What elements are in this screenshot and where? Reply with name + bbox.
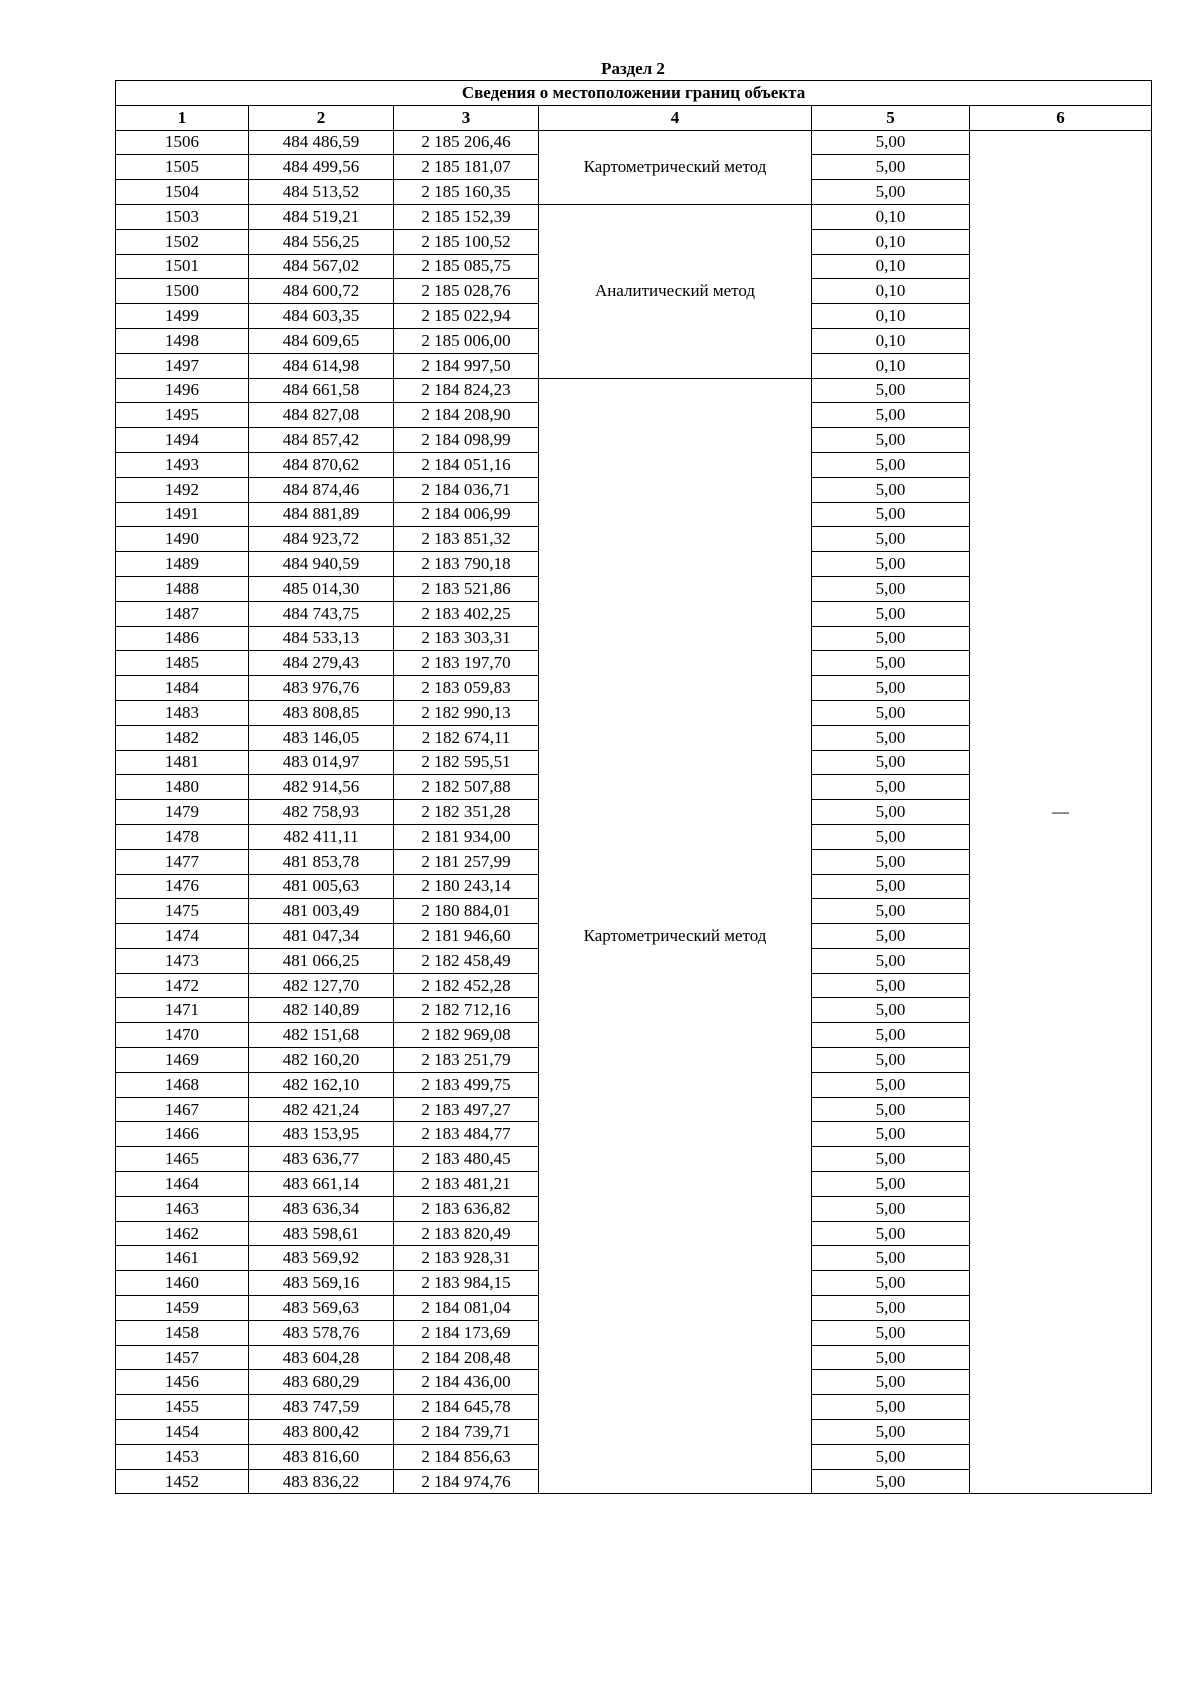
accuracy-cell: 5,00 — [812, 1172, 970, 1197]
x-coordinate-cell: 482 140,89 — [249, 998, 394, 1023]
x-coordinate-cell: 484 556,25 — [249, 229, 394, 254]
x-coordinate-cell: 482 758,93 — [249, 800, 394, 825]
accuracy-cell: 5,00 — [812, 874, 970, 899]
point-number-cell: 1470 — [116, 1023, 249, 1048]
x-coordinate-cell: 482 411,11 — [249, 824, 394, 849]
x-coordinate-cell: 484 533,13 — [249, 626, 394, 651]
point-number-cell: 1499 — [116, 304, 249, 329]
point-number-cell: 1497 — [116, 353, 249, 378]
accuracy-cell: 5,00 — [812, 1122, 970, 1147]
point-number-cell: 1484 — [116, 676, 249, 701]
table-title-row — [116, 81, 1152, 106]
x-coordinate-cell: 482 160,20 — [249, 1048, 394, 1073]
y-coordinate-cell: 2 182 674,11 — [394, 725, 539, 750]
y-coordinate-cell: 2 185 181,07 — [394, 155, 539, 180]
accuracy-cell: 5,00 — [812, 676, 970, 701]
point-number-cell: 1457 — [116, 1345, 249, 1370]
x-coordinate-cell: 481 853,78 — [249, 849, 394, 874]
point-number-cell: 1494 — [116, 428, 249, 453]
y-coordinate-cell: 2 182 452,28 — [394, 973, 539, 998]
x-coordinate-cell: 483 598,61 — [249, 1221, 394, 1246]
accuracy-cell: 5,00 — [812, 800, 970, 825]
y-coordinate-cell: 2 183 059,83 — [394, 676, 539, 701]
y-coordinate-cell: 2 185 085,75 — [394, 254, 539, 279]
x-coordinate-cell: 484 661,58 — [249, 378, 394, 403]
point-number-cell: 1475 — [116, 899, 249, 924]
accuracy-cell: 5,00 — [812, 1072, 970, 1097]
x-coordinate-cell: 481 005,63 — [249, 874, 394, 899]
point-number-cell: 1469 — [116, 1048, 249, 1073]
y-coordinate-cell: 2 183 402,25 — [394, 601, 539, 626]
x-coordinate-cell: 484 870,62 — [249, 452, 394, 477]
accuracy-cell: 5,00 — [812, 1395, 970, 1420]
x-coordinate-cell: 484 513,52 — [249, 180, 394, 205]
point-number-cell: 1487 — [116, 601, 249, 626]
y-coordinate-cell: 2 183 484,77 — [394, 1122, 539, 1147]
x-coordinate-cell: 484 499,56 — [249, 155, 394, 180]
point-number-cell: 1506 — [116, 130, 249, 155]
y-coordinate-cell: 2 184 436,00 — [394, 1370, 539, 1395]
accuracy-cell: 5,00 — [812, 1444, 970, 1469]
y-coordinate-cell: 2 183 636,82 — [394, 1196, 539, 1221]
point-number-cell: 1473 — [116, 948, 249, 973]
x-coordinate-cell: 483 661,14 — [249, 1172, 394, 1197]
point-number-cell: 1504 — [116, 180, 249, 205]
point-number-cell: 1505 — [116, 155, 249, 180]
point-number-cell: 1495 — [116, 403, 249, 428]
point-number-cell: 1490 — [116, 527, 249, 552]
table-body — [116, 130, 1152, 1494]
x-coordinate-cell: 484 881,89 — [249, 502, 394, 527]
y-coordinate-cell: 2 180 884,01 — [394, 899, 539, 924]
point-number-cell: 1501 — [116, 254, 249, 279]
y-coordinate-cell: 2 183 197,70 — [394, 651, 539, 676]
x-coordinate-cell: 484 486,59 — [249, 130, 394, 155]
x-coordinate-cell: 483 153,95 — [249, 1122, 394, 1147]
accuracy-cell: 5,00 — [812, 824, 970, 849]
accuracy-cell: 5,00 — [812, 1296, 970, 1321]
x-coordinate-cell: 483 578,76 — [249, 1320, 394, 1345]
x-coordinate-cell: 483 747,59 — [249, 1395, 394, 1420]
point-number-cell: 1476 — [116, 874, 249, 899]
x-coordinate-cell: 484 923,72 — [249, 527, 394, 552]
point-number-cell: 1472 — [116, 973, 249, 998]
x-coordinate-cell: 484 519,21 — [249, 204, 394, 229]
coordinates-table — [115, 80, 1152, 1494]
accuracy-cell: 5,00 — [812, 1420, 970, 1445]
accuracy-cell: 5,00 — [812, 552, 970, 577]
x-coordinate-cell: 483 636,34 — [249, 1196, 394, 1221]
point-number-cell: 1464 — [116, 1172, 249, 1197]
method-cell: Картометрический метод — [539, 378, 812, 1494]
x-coordinate-cell: 483 680,29 — [249, 1370, 394, 1395]
accuracy-cell: 5,00 — [812, 1370, 970, 1395]
x-coordinate-cell: 483 569,63 — [249, 1296, 394, 1321]
point-number-cell: 1455 — [116, 1395, 249, 1420]
point-number-cell: 1477 — [116, 849, 249, 874]
y-coordinate-cell: 2 182 458,49 — [394, 948, 539, 973]
accuracy-cell: 0,10 — [812, 304, 970, 329]
x-coordinate-cell: 483 800,42 — [249, 1420, 394, 1445]
point-number-cell: 1491 — [116, 502, 249, 527]
point-number-cell: 1471 — [116, 998, 249, 1023]
column-header-row — [116, 105, 1152, 130]
point-number-cell: 1453 — [116, 1444, 249, 1469]
accuracy-cell: 5,00 — [812, 477, 970, 502]
x-coordinate-cell: 484 600,72 — [249, 279, 394, 304]
accuracy-cell: 5,00 — [812, 1271, 970, 1296]
y-coordinate-cell: 2 183 481,21 — [394, 1172, 539, 1197]
y-coordinate-cell: 2 185 152,39 — [394, 204, 539, 229]
y-coordinate-cell: 2 184 997,50 — [394, 353, 539, 378]
x-coordinate-cell: 484 279,43 — [249, 651, 394, 676]
accuracy-cell: 5,00 — [812, 948, 970, 973]
y-coordinate-cell: 2 185 100,52 — [394, 229, 539, 254]
point-number-cell: 1486 — [116, 626, 249, 651]
y-coordinate-cell: 2 182 507,88 — [394, 775, 539, 800]
accuracy-cell: 5,00 — [812, 899, 970, 924]
point-number-cell: 1479 — [116, 800, 249, 825]
x-coordinate-cell: 483 836,22 — [249, 1469, 394, 1494]
y-coordinate-cell: 2 183 928,31 — [394, 1246, 539, 1271]
table-row — [116, 130, 1152, 155]
y-coordinate-cell: 2 183 480,45 — [394, 1147, 539, 1172]
accuracy-cell: 5,00 — [812, 403, 970, 428]
x-coordinate-cell: 483 146,05 — [249, 725, 394, 750]
accuracy-cell: 5,00 — [812, 750, 970, 775]
accuracy-cell: 5,00 — [812, 1320, 970, 1345]
point-number-cell: 1478 — [116, 824, 249, 849]
y-coordinate-cell: 2 184 208,90 — [394, 403, 539, 428]
y-coordinate-cell: 2 184 006,99 — [394, 502, 539, 527]
y-coordinate-cell: 2 180 243,14 — [394, 874, 539, 899]
column-header-1: 1 — [116, 105, 249, 130]
y-coordinate-cell: 2 182 990,13 — [394, 700, 539, 725]
accuracy-cell: 5,00 — [812, 1023, 970, 1048]
accuracy-cell: 0,10 — [812, 204, 970, 229]
accuracy-cell: 5,00 — [812, 1196, 970, 1221]
y-coordinate-cell: 2 182 595,51 — [394, 750, 539, 775]
accuracy-cell: 5,00 — [812, 155, 970, 180]
y-coordinate-cell: 2 184 824,23 — [394, 378, 539, 403]
x-coordinate-cell: 481 066,25 — [249, 948, 394, 973]
y-coordinate-cell: 2 184 173,69 — [394, 1320, 539, 1345]
point-number-cell: 1502 — [116, 229, 249, 254]
y-coordinate-cell: 2 181 934,00 — [394, 824, 539, 849]
x-coordinate-cell: 483 808,85 — [249, 700, 394, 725]
accuracy-cell: 5,00 — [812, 626, 970, 651]
accuracy-cell: 5,00 — [812, 973, 970, 998]
point-number-cell: 1462 — [116, 1221, 249, 1246]
y-coordinate-cell: 2 185 028,76 — [394, 279, 539, 304]
accuracy-cell: 5,00 — [812, 651, 970, 676]
point-number-cell: 1461 — [116, 1246, 249, 1271]
column-header-2: 2 — [249, 105, 394, 130]
point-number-cell: 1482 — [116, 725, 249, 750]
accuracy-cell: 5,00 — [812, 576, 970, 601]
point-number-cell: 1493 — [116, 452, 249, 477]
accuracy-cell: 5,00 — [812, 452, 970, 477]
x-coordinate-cell: 482 162,10 — [249, 1072, 394, 1097]
method-cell: Картометрический метод — [539, 130, 812, 204]
table-title: Сведения о местоположении границ объекта — [116, 81, 1152, 106]
x-coordinate-cell: 482 914,56 — [249, 775, 394, 800]
y-coordinate-cell: 2 182 969,08 — [394, 1023, 539, 1048]
x-coordinate-cell: 482 421,24 — [249, 1097, 394, 1122]
point-number-cell: 1500 — [116, 279, 249, 304]
y-coordinate-cell: 2 184 645,78 — [394, 1395, 539, 1420]
column-header-6: 6 — [970, 105, 1152, 130]
x-coordinate-cell: 482 151,68 — [249, 1023, 394, 1048]
point-number-cell: 1496 — [116, 378, 249, 403]
accuracy-cell: 5,00 — [812, 378, 970, 403]
point-number-cell: 1460 — [116, 1271, 249, 1296]
point-number-cell: 1466 — [116, 1122, 249, 1147]
y-coordinate-cell: 2 183 303,31 — [394, 626, 539, 651]
y-coordinate-cell: 2 185 006,00 — [394, 328, 539, 353]
accuracy-cell: 5,00 — [812, 1246, 970, 1271]
accuracy-cell: 5,00 — [812, 924, 970, 949]
point-number-cell: 1452 — [116, 1469, 249, 1494]
y-coordinate-cell: 2 184 208,48 — [394, 1345, 539, 1370]
point-number-cell: 1463 — [116, 1196, 249, 1221]
point-number-cell: 1485 — [116, 651, 249, 676]
point-number-cell: 1458 — [116, 1320, 249, 1345]
accuracy-cell: 5,00 — [812, 775, 970, 800]
point-number-cell: 1503 — [116, 204, 249, 229]
x-coordinate-cell: 484 827,08 — [249, 403, 394, 428]
y-coordinate-cell: 2 183 820,49 — [394, 1221, 539, 1246]
y-coordinate-cell: 2 185 022,94 — [394, 304, 539, 329]
x-coordinate-cell: 482 127,70 — [249, 973, 394, 998]
y-coordinate-cell: 2 184 036,71 — [394, 477, 539, 502]
y-coordinate-cell: 2 181 257,99 — [394, 849, 539, 874]
accuracy-cell: 5,00 — [812, 180, 970, 205]
accuracy-cell: 0,10 — [812, 353, 970, 378]
accuracy-cell: 5,00 — [812, 725, 970, 750]
accuracy-cell: 5,00 — [812, 1097, 970, 1122]
y-coordinate-cell: 2 184 051,16 — [394, 452, 539, 477]
y-coordinate-cell: 2 185 160,35 — [394, 180, 539, 205]
accuracy-cell: 5,00 — [812, 527, 970, 552]
x-coordinate-cell: 484 857,42 — [249, 428, 394, 453]
y-coordinate-cell: 2 184 856,63 — [394, 1444, 539, 1469]
method-cell: Аналитический метод — [539, 204, 812, 378]
x-coordinate-cell: 484 614,98 — [249, 353, 394, 378]
x-coordinate-cell: 484 874,46 — [249, 477, 394, 502]
accuracy-cell: 5,00 — [812, 1048, 970, 1073]
point-number-cell: 1481 — [116, 750, 249, 775]
accuracy-cell: 5,00 — [812, 502, 970, 527]
point-number-cell: 1454 — [116, 1420, 249, 1445]
point-number-cell: 1467 — [116, 1097, 249, 1122]
x-coordinate-cell: 481 047,34 — [249, 924, 394, 949]
accuracy-cell: 5,00 — [812, 1469, 970, 1494]
accuracy-cell: 5,00 — [812, 998, 970, 1023]
y-coordinate-cell: 2 185 206,46 — [394, 130, 539, 155]
point-number-cell: 1498 — [116, 328, 249, 353]
point-number-cell: 1459 — [116, 1296, 249, 1321]
y-coordinate-cell: 2 184 098,99 — [394, 428, 539, 453]
column-header-4: 4 — [539, 105, 812, 130]
x-coordinate-cell: 484 940,59 — [249, 552, 394, 577]
x-coordinate-cell: 483 014,97 — [249, 750, 394, 775]
point-number-cell: 1483 — [116, 700, 249, 725]
y-coordinate-cell: 2 182 712,16 — [394, 998, 539, 1023]
y-coordinate-cell: 2 183 497,27 — [394, 1097, 539, 1122]
x-coordinate-cell: 484 609,65 — [249, 328, 394, 353]
y-coordinate-cell: 2 182 351,28 — [394, 800, 539, 825]
x-coordinate-cell: 483 604,28 — [249, 1345, 394, 1370]
accuracy-cell: 5,00 — [812, 700, 970, 725]
y-coordinate-cell: 2 181 946,60 — [394, 924, 539, 949]
accuracy-cell: 0,10 — [812, 229, 970, 254]
column-header-5: 5 — [812, 105, 970, 130]
accuracy-cell: 0,10 — [812, 328, 970, 353]
y-coordinate-cell: 2 183 499,75 — [394, 1072, 539, 1097]
point-number-cell: 1465 — [116, 1147, 249, 1172]
x-coordinate-cell: 485 014,30 — [249, 576, 394, 601]
x-coordinate-cell: 484 567,02 — [249, 254, 394, 279]
accuracy-cell: 5,00 — [812, 1147, 970, 1172]
accuracy-cell: 5,00 — [812, 1345, 970, 1370]
column-header-3: 3 — [394, 105, 539, 130]
y-coordinate-cell: 2 184 739,71 — [394, 1420, 539, 1445]
y-coordinate-cell: 2 183 251,79 — [394, 1048, 539, 1073]
x-coordinate-cell: 483 569,16 — [249, 1271, 394, 1296]
x-coordinate-cell: 481 003,49 — [249, 899, 394, 924]
y-coordinate-cell: 2 184 081,04 — [394, 1296, 539, 1321]
point-number-cell: 1492 — [116, 477, 249, 502]
y-coordinate-cell: 2 183 790,18 — [394, 552, 539, 577]
accuracy-cell: 0,10 — [812, 254, 970, 279]
x-coordinate-cell: 484 743,75 — [249, 601, 394, 626]
point-number-cell: 1489 — [116, 552, 249, 577]
y-coordinate-cell: 2 183 984,15 — [394, 1271, 539, 1296]
x-coordinate-cell: 483 976,76 — [249, 676, 394, 701]
accuracy-cell: 5,00 — [812, 130, 970, 155]
y-coordinate-cell: 2 183 851,32 — [394, 527, 539, 552]
accuracy-cell: 0,10 — [812, 279, 970, 304]
accuracy-cell: 5,00 — [812, 428, 970, 453]
x-coordinate-cell: 483 569,92 — [249, 1246, 394, 1271]
x-coordinate-cell: 484 603,35 — [249, 304, 394, 329]
y-coordinate-cell: 2 183 521,86 — [394, 576, 539, 601]
point-number-cell: 1474 — [116, 924, 249, 949]
accuracy-cell: 5,00 — [812, 601, 970, 626]
accuracy-cell: 5,00 — [812, 1221, 970, 1246]
point-number-cell: 1488 — [116, 576, 249, 601]
column-6-cell: — — [970, 130, 1152, 1494]
accuracy-cell: 5,00 — [812, 849, 970, 874]
x-coordinate-cell: 483 636,77 — [249, 1147, 394, 1172]
point-number-cell: 1468 — [116, 1072, 249, 1097]
x-coordinate-cell: 483 816,60 — [249, 1444, 394, 1469]
point-number-cell: 1480 — [116, 775, 249, 800]
y-coordinate-cell: 2 184 974,76 — [394, 1469, 539, 1494]
point-number-cell: 1456 — [116, 1370, 249, 1395]
section-title: Раздел 2 — [601, 59, 665, 78]
